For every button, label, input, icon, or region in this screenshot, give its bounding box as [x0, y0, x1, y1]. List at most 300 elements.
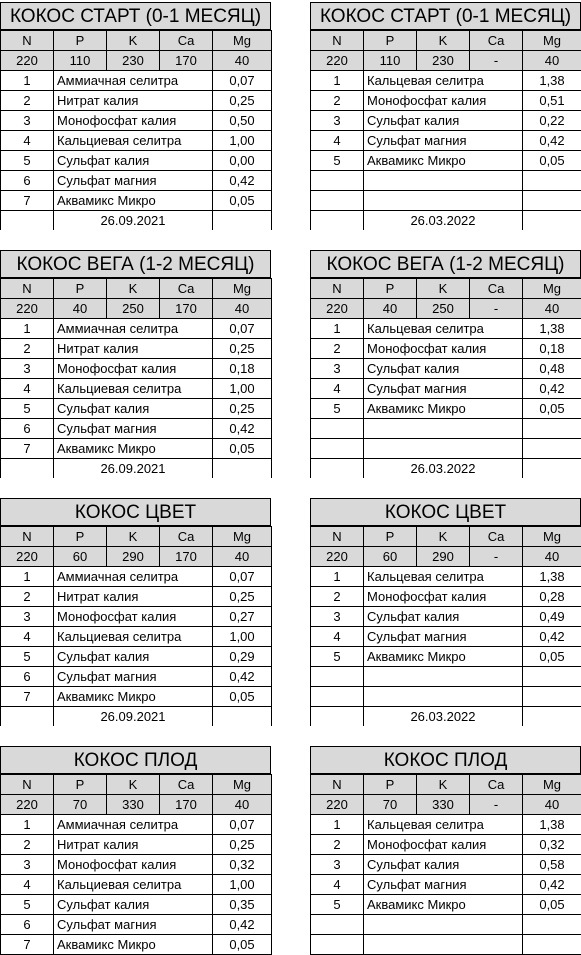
empty-cell — [311, 707, 364, 727]
fertilizer-name: Нитрат калия — [54, 835, 213, 855]
fertilizer-amount: 1,00 — [213, 131, 272, 151]
table-row — [1, 131, 272, 151]
fertilizer-name: Нитрат калия — [54, 339, 213, 359]
empty-cell — [213, 211, 272, 231]
fertilizer-amount: 0,42 — [523, 131, 581, 151]
row-number: 1 — [311, 319, 364, 339]
element-value: 70 — [54, 795, 107, 815]
fertilizer-amount: 0,27 — [213, 607, 272, 627]
row-number: 3 — [311, 359, 364, 379]
table-row — [1, 607, 272, 627]
column-header: Mg — [213, 279, 272, 299]
row-number: 5 — [1, 895, 54, 915]
column-header: K — [107, 279, 160, 299]
element-value: 40 — [213, 299, 272, 319]
empty-cell — [1, 459, 54, 479]
row-number: 4 — [311, 131, 364, 151]
fertilizer-amount: 1,38 — [523, 815, 581, 835]
table-row — [311, 399, 581, 419]
row-number: 1 — [1, 815, 54, 835]
column-header: Ca — [470, 527, 523, 547]
fertilizer-name: Сульфат калия — [54, 647, 213, 667]
fertilizer-name: Сульфат калия — [364, 855, 523, 875]
column-header: Ca — [160, 775, 213, 795]
table-row — [311, 835, 581, 855]
table-row — [1, 111, 272, 131]
column-header: N — [1, 527, 54, 547]
fertilizer-amount — [523, 915, 581, 935]
fertilizer-amount — [523, 667, 581, 687]
element-value: 40 — [523, 795, 581, 815]
empty-cell — [311, 459, 364, 479]
fertilizer-name: Сульфат калия — [54, 151, 213, 171]
block-title: КОКОС ВЕГА (1-2 МЕСЯЦ) — [310, 250, 581, 278]
column-header: N — [311, 279, 364, 299]
element-value: 220 — [1, 51, 54, 71]
table-row — [1, 567, 272, 587]
recipe-block-start-2021 — [0, 2, 271, 230]
fertilizer-amount: 0,00 — [213, 151, 272, 171]
row-number: 4 — [1, 131, 54, 151]
row-number: 2 — [1, 91, 54, 111]
row-number: 4 — [1, 379, 54, 399]
column-header: Mg — [213, 31, 272, 51]
fertilizer-name: Сульфат калия — [364, 111, 523, 131]
fertilizer-amount: 0,05 — [523, 647, 581, 667]
element-values-row — [1, 795, 272, 815]
fertilizer-amount — [523, 171, 581, 191]
block-title: КОКОС СТАРТ (0-1 МЕСЯЦ) — [0, 2, 271, 30]
row-number: 7 — [1, 935, 54, 955]
fertilizer-name: Сульфат магния — [364, 875, 523, 895]
fertilizer-name: Аквамикс Микро — [54, 439, 213, 459]
recipe-date: 26.03.2022 — [364, 459, 523, 479]
column-header: N — [1, 775, 54, 795]
fertilizer-name — [364, 419, 523, 439]
row-number: 5 — [311, 647, 364, 667]
column-header: N — [311, 775, 364, 795]
fertilizer-amount: 0,42 — [523, 627, 581, 647]
row-number: 2 — [311, 91, 364, 111]
fertilizer-name: Монофосфат калия — [364, 339, 523, 359]
table-row — [311, 379, 581, 399]
fertilizer-amount: 0,05 — [213, 191, 272, 211]
fertilizer-name: Монофосфат калия — [364, 587, 523, 607]
fertilizer-amount: 0,25 — [213, 835, 272, 855]
row-number: 7 — [1, 191, 54, 211]
element-values-row — [311, 795, 581, 815]
element-value: 250 — [417, 299, 470, 319]
fertilizer-amount: 0,22 — [523, 111, 581, 131]
table-row — [311, 191, 581, 211]
table-row — [1, 587, 272, 607]
fertilizer-name: Сульфат калия — [54, 895, 213, 915]
row-number: 1 — [1, 319, 54, 339]
fertilizer-amount — [523, 191, 581, 211]
row-number — [311, 935, 364, 955]
element-value: - — [470, 299, 523, 319]
row-number: 1 — [1, 567, 54, 587]
element-value: 220 — [311, 51, 364, 71]
fertilizer-amount: 0,29 — [213, 647, 272, 667]
block-title: КОКОС ЦВЕТ — [0, 498, 271, 526]
fertilizer-amount: 0,05 — [523, 399, 581, 419]
row-number: 1 — [311, 815, 364, 835]
row-number: 6 — [1, 419, 54, 439]
row-number: 5 — [1, 399, 54, 419]
fertilizer-name — [364, 915, 523, 935]
row-number: 5 — [311, 895, 364, 915]
table-row — [1, 399, 272, 419]
element-header-row — [1, 31, 272, 51]
fertilizer-amount: 0,42 — [523, 379, 581, 399]
fertilizer-name — [364, 171, 523, 191]
table-row — [1, 915, 272, 935]
row-number: 4 — [1, 627, 54, 647]
fertilizer-name: Монофосфат калия — [364, 835, 523, 855]
fertilizer-amount: 0,25 — [213, 587, 272, 607]
fertilizer-name: Монофосфат калия — [54, 607, 213, 627]
fertilizer-amount: 0,18 — [213, 359, 272, 379]
element-value: 40 — [523, 51, 581, 71]
column-header: Ca — [160, 31, 213, 51]
column-header: P — [54, 775, 107, 795]
row-number: 5 — [311, 151, 364, 171]
table-row — [311, 607, 581, 627]
element-value: 40 — [523, 547, 581, 567]
fertilizer-name: Кальциевая селитра — [54, 627, 213, 647]
fertilizer-name: Аммиачная селитра — [54, 567, 213, 587]
table-row — [311, 111, 581, 131]
block-title: КОКОС ПЛОД — [0, 746, 271, 774]
column-header: Mg — [213, 527, 272, 547]
fertilizer-amount — [523, 687, 581, 707]
column-header: K — [107, 31, 160, 51]
fertilizer-name: Кальциевая селитра — [54, 875, 213, 895]
fertilizer-name — [364, 687, 523, 707]
column-header: N — [1, 31, 54, 51]
column-header: Ca — [470, 31, 523, 51]
date-row — [1, 459, 272, 479]
element-value: 170 — [160, 299, 213, 319]
row-number: 2 — [1, 587, 54, 607]
row-number — [311, 667, 364, 687]
row-number: 2 — [311, 835, 364, 855]
table-row — [1, 419, 272, 439]
fertilizer-amount: 0,07 — [213, 71, 272, 91]
element-value: 40 — [213, 795, 272, 815]
row-number — [311, 687, 364, 707]
column-header: Ca — [160, 527, 213, 547]
table-row — [311, 567, 581, 587]
element-header-row — [311, 31, 581, 51]
table-row — [311, 895, 581, 915]
element-header-row — [311, 527, 581, 547]
recipe-table — [0, 278, 272, 478]
recipe-table — [0, 774, 272, 955]
element-value: 170 — [160, 795, 213, 815]
table-row — [1, 171, 272, 191]
element-values-row — [1, 51, 272, 71]
row-number: 4 — [311, 875, 364, 895]
fertilizer-name: Аквамикс Микро — [364, 399, 523, 419]
table-row — [311, 815, 581, 835]
fertilizer-name: Нитрат калия — [54, 91, 213, 111]
fertilizer-name — [364, 439, 523, 459]
date-row — [311, 211, 581, 231]
table-row — [311, 151, 581, 171]
element-value: 170 — [160, 51, 213, 71]
fertilizer-name: Кальцевая селитра — [364, 567, 523, 587]
table-row — [1, 91, 272, 111]
recipe-date: 26.09.2021 — [54, 459, 213, 479]
row-number — [311, 439, 364, 459]
row-number: 1 — [311, 567, 364, 587]
column-header: P — [54, 527, 107, 547]
table-row — [1, 895, 272, 915]
fertilizer-name: Сульфат магния — [364, 627, 523, 647]
table-row — [311, 875, 581, 895]
table-row — [1, 875, 272, 895]
column-header: P — [364, 527, 417, 547]
table-row — [311, 419, 581, 439]
row-number: 1 — [1, 71, 54, 91]
fertilizer-name: Сульфат магния — [54, 171, 213, 191]
fertilizer-name: Аммиачная селитра — [54, 71, 213, 91]
row-number: 5 — [311, 399, 364, 419]
row-number — [311, 171, 364, 191]
element-value: 40 — [213, 547, 272, 567]
fertilizer-name: Нитрат калия — [54, 587, 213, 607]
fertilizer-name: Кальцевая селитра — [364, 71, 523, 91]
date-row — [1, 211, 272, 231]
fertilizer-amount — [523, 935, 581, 955]
element-values-row — [311, 51, 581, 71]
element-value: 110 — [54, 51, 107, 71]
element-value: 220 — [1, 547, 54, 567]
fertilizer-name: Сульфат магния — [364, 379, 523, 399]
recipe-block-plod-2021 — [0, 746, 271, 955]
element-value: - — [470, 547, 523, 567]
column-header: P — [54, 31, 107, 51]
fertilizer-name: Монофосфат калия — [54, 359, 213, 379]
table-row — [1, 667, 272, 687]
table-row — [311, 587, 581, 607]
row-number: 5 — [1, 647, 54, 667]
column-header: K — [417, 31, 470, 51]
table-row — [1, 379, 272, 399]
row-number: 6 — [1, 171, 54, 191]
row-number — [311, 419, 364, 439]
element-header-row — [1, 527, 272, 547]
row-number: 4 — [1, 875, 54, 895]
element-value: 290 — [417, 547, 470, 567]
fertilizer-amount: 0,05 — [213, 687, 272, 707]
table-row — [311, 855, 581, 875]
fertilizer-name: Монофосфат калия — [54, 855, 213, 875]
row-number: 3 — [1, 855, 54, 875]
column-header: P — [364, 775, 417, 795]
column-header: Mg — [523, 31, 581, 51]
recipe-block-cvet-2022 — [310, 498, 581, 726]
element-header-row — [1, 775, 272, 795]
date-row — [311, 459, 581, 479]
table-row — [311, 647, 581, 667]
element-header-row — [311, 279, 581, 299]
element-value: 110 — [364, 51, 417, 71]
element-value: 70 — [364, 795, 417, 815]
fertilizer-amount: 0,05 — [213, 439, 272, 459]
row-number: 2 — [1, 835, 54, 855]
fertilizer-name — [364, 191, 523, 211]
table-row — [311, 339, 581, 359]
fertilizer-name: Сульфат магния — [54, 915, 213, 935]
row-number: 2 — [1, 339, 54, 359]
element-header-row — [1, 279, 272, 299]
recipe-table — [310, 30, 581, 230]
element-value: 220 — [311, 795, 364, 815]
fertilizer-name: Аквамикс Микро — [364, 151, 523, 171]
fertilizer-name — [364, 667, 523, 687]
element-value: - — [470, 51, 523, 71]
fertilizer-amount: 0,07 — [213, 815, 272, 835]
empty-cell — [523, 459, 581, 479]
fertilizer-amount — [523, 439, 581, 459]
table-row — [311, 359, 581, 379]
column-header: K — [417, 775, 470, 795]
recipe-block-plod-2022 — [310, 746, 581, 955]
fertilizer-name: Монофосфат калия — [364, 91, 523, 111]
element-values-row — [1, 547, 272, 567]
fertilizer-amount: 0,42 — [213, 171, 272, 191]
fertilizer-name: Кальцевая селитра — [364, 815, 523, 835]
empty-cell — [213, 707, 272, 727]
element-value: 170 — [160, 547, 213, 567]
fertilizer-amount: 0,42 — [213, 915, 272, 935]
fertilizer-amount: 0,07 — [213, 567, 272, 587]
table-row — [1, 319, 272, 339]
table-row — [1, 627, 272, 647]
table-row — [1, 339, 272, 359]
fertilizer-amount: 0,49 — [523, 607, 581, 627]
recipe-table — [310, 278, 581, 478]
fertilizer-name: Аквамикс Микро — [54, 935, 213, 955]
row-number: 3 — [311, 607, 364, 627]
table-row — [1, 647, 272, 667]
column-header: Ca — [470, 279, 523, 299]
fertilizer-name: Аквамикс Микро — [364, 647, 523, 667]
fertilizer-amount: 1,00 — [213, 875, 272, 895]
recipe-block-cvet-2021 — [0, 498, 271, 726]
fertilizer-name: Сульфат магния — [364, 131, 523, 151]
fertilizer-amount: 1,38 — [523, 319, 581, 339]
fertilizer-amount: 0,05 — [523, 895, 581, 915]
element-values-row — [1, 299, 272, 319]
column-header: K — [417, 279, 470, 299]
fertilizer-amount: 0,32 — [213, 855, 272, 875]
table-row — [311, 687, 581, 707]
element-value: 330 — [107, 795, 160, 815]
table-row — [311, 935, 581, 955]
element-value: 60 — [54, 547, 107, 567]
fertilizer-name: Аквамикс Микро — [54, 687, 213, 707]
block-title: КОКОС ЦВЕТ — [310, 498, 581, 526]
row-number: 1 — [311, 71, 364, 91]
row-number: 4 — [311, 627, 364, 647]
fertilizer-amount: 0,18 — [523, 339, 581, 359]
fertilizer-amount: 0,32 — [523, 835, 581, 855]
table-row — [311, 319, 581, 339]
recipe-date: 26.09.2021 — [54, 707, 213, 727]
recipe-date: 26.03.2022 — [364, 707, 523, 727]
recipe-block-start-2022 — [310, 2, 581, 230]
row-number: 4 — [311, 379, 364, 399]
empty-cell — [523, 707, 581, 727]
block-title: КОКОС ПЛОД — [310, 746, 581, 774]
column-header: N — [311, 527, 364, 547]
block-title: КОКОС СТАРТ (0-1 МЕСЯЦ) — [310, 2, 581, 30]
fertilizer-amount: 1,00 — [213, 627, 272, 647]
fertilizer-amount: 1,38 — [523, 567, 581, 587]
row-number: 6 — [1, 915, 54, 935]
table-row — [1, 935, 272, 955]
row-number: 3 — [1, 111, 54, 131]
element-value: 60 — [364, 547, 417, 567]
recipe-table — [0, 526, 272, 726]
fertilizer-name: Сульфат калия — [364, 607, 523, 627]
fertilizer-name: Аквамикс Микро — [54, 191, 213, 211]
fertilizer-amount: 0,42 — [213, 667, 272, 687]
column-header: Ca — [160, 279, 213, 299]
element-values-row — [311, 547, 581, 567]
table-row — [1, 151, 272, 171]
row-number: 2 — [311, 587, 364, 607]
element-value: 40 — [523, 299, 581, 319]
recipe-block-vega-2022 — [310, 250, 581, 478]
empty-cell — [1, 707, 54, 727]
table-row — [311, 71, 581, 91]
element-value: - — [470, 795, 523, 815]
table-row — [311, 131, 581, 151]
element-value: 40 — [213, 51, 272, 71]
element-value: 40 — [364, 299, 417, 319]
row-number: 6 — [1, 667, 54, 687]
fertilizer-amount: 0,07 — [213, 319, 272, 339]
fertilizer-amount: 0,25 — [213, 339, 272, 359]
fertilizer-amount: 0,25 — [213, 91, 272, 111]
element-value: 220 — [1, 299, 54, 319]
column-header: K — [107, 775, 160, 795]
fertilizer-amount: 0,42 — [213, 419, 272, 439]
table-row — [311, 171, 581, 191]
row-number: 2 — [311, 339, 364, 359]
fertilizer-amount: 0,51 — [523, 91, 581, 111]
recipe-date: 26.03.2022 — [364, 211, 523, 231]
recipe-date: 26.09.2021 — [54, 211, 213, 231]
row-number: 7 — [1, 439, 54, 459]
fertilizer-amount: 0,05 — [213, 935, 272, 955]
fertilizer-name: Сульфат магния — [54, 667, 213, 687]
fertilizer-name: Кальциевая селитра — [54, 131, 213, 151]
column-header: K — [417, 527, 470, 547]
fertilizer-amount: 0,48 — [523, 359, 581, 379]
fertilizer-amount — [523, 419, 581, 439]
element-value: 250 — [107, 299, 160, 319]
fertilizer-amount: 0,05 — [523, 151, 581, 171]
fertilizer-amount: 0,35 — [213, 895, 272, 915]
column-header: Mg — [523, 775, 581, 795]
fertilizer-name: Аммиачная селитра — [54, 319, 213, 339]
